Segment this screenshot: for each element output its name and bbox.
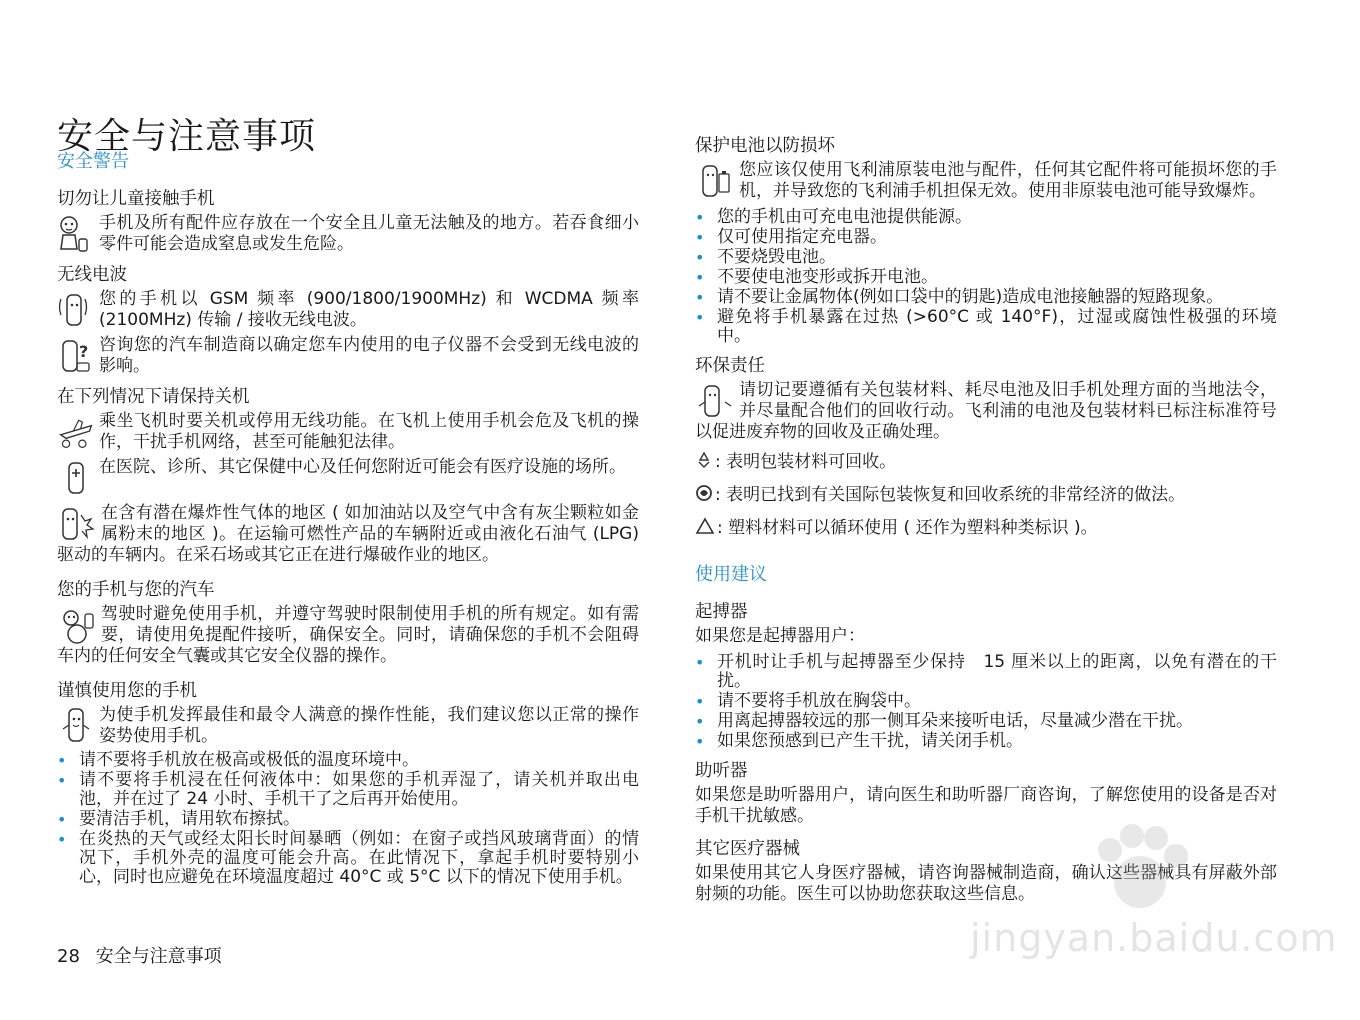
- symbol-line-2: [695, 480, 1277, 505]
- battery-text: 您应该仅使用飞利浦原装电池与配件，任何其它配件将可能损坏您的手机，并导致您的飞利浦手机担保无效。使用非原装电池可能导致爆炸。: [739, 160, 1277, 201]
- pacemaker-bullets: [695, 653, 1277, 751]
- list-item: • 您的手机由可充电电池提供能源。: [695, 208, 1277, 227]
- left-column: [57, 143, 639, 893]
- advice-heading: 使用建议: [695, 564, 767, 585]
- environment-text: 请切记要遵循有关包装材料、耗尽电池及旧手机处理方面的当地法令，并尽量配合他们的回收行动。飞利浦的电池及包装材料已标注标准符号以促进废弃物的回收及正确处理。: [695, 380, 1277, 442]
- careful-heading: 谨慎使用您的手机: [57, 681, 197, 701]
- explosion-phone-icon: [57, 503, 97, 545]
- hearing-heading: 助听器: [695, 761, 748, 781]
- careful-bullets: [57, 751, 639, 887]
- car-heading: 您的手机与您的汽车: [57, 580, 215, 600]
- symbol-3-text: : 塑料材料可以循环使用 ( 还作为塑料种类标识 )。: [717, 518, 1098, 538]
- symbol-2-text: : 表明已找到有关国际包装恢复和回收系统的非常经济的做法。: [715, 485, 1186, 505]
- child-icon: [57, 213, 95, 255]
- kids-heading: 切勿让儿童接触手机: [57, 189, 215, 209]
- recycle-mascot-icon: [695, 380, 735, 422]
- symbol-line-3: [695, 513, 1277, 538]
- symbol-line-1: [695, 447, 1277, 472]
- switch-off-text-1: 乘坐飞机时要关机或停用无线功能。在飞机上使用手机会危及飞机的操作，干扰手机网络，甚至可能触犯法律。: [99, 411, 639, 452]
- car-row: [57, 604, 639, 667]
- switch-off-row-3: [57, 503, 639, 566]
- green-dot-icon: [695, 484, 713, 502]
- list-item: • 不要烧毁电池。: [695, 248, 1277, 267]
- page-title: 安全与注意事项: [57, 116, 317, 158]
- switch-off-heading: 在下列情况下请保持关机: [57, 387, 250, 407]
- switch-off-row-1: [57, 411, 639, 453]
- safety-warning-heading: 安全警告: [57, 151, 129, 172]
- kids-text: 手机及所有配件应存放在一个安全且儿童无法触及的地方。若吞食细小零件可能会造成窒息或发生危险。: [99, 213, 639, 254]
- list-item: • 仅可使用指定充电器。: [695, 228, 1277, 247]
- list-item: • 用离起搏器较远的那一侧耳朵来接听电话，尽量减少潜在干扰。: [695, 712, 1277, 731]
- switch-off-row-2: [57, 457, 639, 499]
- switch-off-text-3: 在含有潜在爆炸性气体的地区 ( 如加油站以及空气中含有灰尘颗粒如金属粉末的地区 )。在运输可燃性产品的车辆附近或由液化石油气 (LPG) 驱动的车辆内。在采石场或其它正在进行爆破作业的地区。: [57, 503, 639, 565]
- paw-logo-icon: [1080, 820, 1200, 920]
- switch-off-text-2: 在医院、诊所、其它保健中心及任何您附近可能会有医疗设施的场所。: [99, 457, 626, 477]
- list-item: • 请不要将手机放在胸袋中。: [695, 692, 1277, 711]
- list-item: • 要清洁手机，请用软布擦拭。: [57, 810, 639, 829]
- page-footer: [57, 942, 222, 968]
- battery-bullets: [695, 208, 1277, 346]
- list-item: • 开机时让手机与起搏器至少保持 15 厘米以上的距离，以免有潜在的干扰。: [695, 653, 1277, 691]
- car-text: 驾驶时避免使用手机，并遵守驾驶时限制使用手机的所有规定。如有需要，请使用免提配件接听，确保安全。同时，请确保您的手机不会阻碍车内的任何安全气囊或其它安全仪器的操作。: [57, 604, 639, 666]
- list-item: • 如果您预感到已产生干扰，请关闭手机。: [695, 732, 1277, 751]
- watermark-text: jingyan.baidu.com: [970, 916, 1338, 960]
- careful-text: 为使手机发挥最佳和最令人满意的操作性能，我们建议您以正常的操作姿势使用手机。: [99, 705, 639, 746]
- driving-phone-icon: [57, 604, 97, 646]
- radio-row-1: [57, 289, 639, 331]
- medical-heading: 其它医疗器械: [695, 839, 800, 859]
- list-item: • 请不要将手机浸在任何液体中：如果您的手机弄湿了，请关机并取出电池，并在过了 24 小时、手机干了之后再开始使用。: [57, 771, 639, 809]
- symbol-1-text: : 表明包装材料可回收。: [715, 452, 897, 472]
- pacemaker-heading: 起搏器: [695, 602, 748, 622]
- environment-heading: 环保责任: [695, 356, 765, 376]
- list-item: • 请不要让金属物体(例如口袋中的钥匙)造成电池接触器的短路现象。: [695, 288, 1277, 307]
- battery-heading: 保护电池以防损坏: [695, 136, 835, 156]
- svg-text:?: ?: [79, 342, 89, 361]
- right-column: [695, 126, 1277, 905]
- page-number: 28: [57, 946, 80, 967]
- watermark: [940, 820, 1338, 980]
- environment-row: [695, 380, 1277, 443]
- phone-mascot-icon: [57, 705, 95, 747]
- list-item: • 避免将手机暴露在过热 (>60°C 或 140°F)，过湿或腐蚀性极强的环境中。: [695, 308, 1277, 346]
- phone-waves-icon: [57, 289, 95, 331]
- battery-row: [695, 160, 1277, 202]
- question-phone-icon: [57, 335, 95, 377]
- recycle-icon: [695, 451, 713, 469]
- plastic-recycle-icon: [695, 517, 715, 535]
- radio-text-2: 咨询您的汽车制造商以确定您车内使用的电子仪器不会受到无线电波的影响。: [99, 335, 639, 376]
- radio-heading: 无线电波: [57, 265, 127, 285]
- medical-text: 如果使用其它人身医疗器械，请咨询器械制造商，确认这些器械具有屏蔽外部射频的功能。医生可以协助您获取这些信息。: [695, 863, 1277, 904]
- list-item: • 请不要将手机放在极高或极低的温度环境中。: [57, 751, 639, 770]
- battery-mascot-icon: [695, 160, 735, 202]
- radio-row-2: [57, 335, 639, 377]
- radio-text-1: 您的手机以 GSM 频率 (900/1800/1900MHz) 和 WCDMA 频率 (2100MHz) 传输 / 接收无线电波。: [99, 289, 639, 330]
- footer-label: 安全与注意事项: [95, 946, 222, 967]
- kids-row: [57, 213, 639, 255]
- hearing-text: 如果您是助听器用户，请向医生和助听器厂商咨询，了解您使用的设备是否对手机干扰敏感。: [695, 785, 1277, 826]
- airplane-icon: [57, 411, 95, 453]
- hospital-phone-icon: [57, 457, 95, 499]
- careful-row: [57, 705, 639, 747]
- list-item: • 不要使电池变形或拆开电池。: [695, 268, 1277, 287]
- list-item: • 在炎热的天气或经太阳长时间暴晒（例如：在窗子或挡风玻璃背面）的情况下，手机外壳的温度可能会升高。在此情况下，拿起手机时要特别小心，同时也应避免在环境温度超过 40°C 或 5°C 以下的情况下使用手机。: [57, 830, 639, 887]
- pacemaker-intro: 如果您是起搏器用户：: [695, 626, 865, 646]
